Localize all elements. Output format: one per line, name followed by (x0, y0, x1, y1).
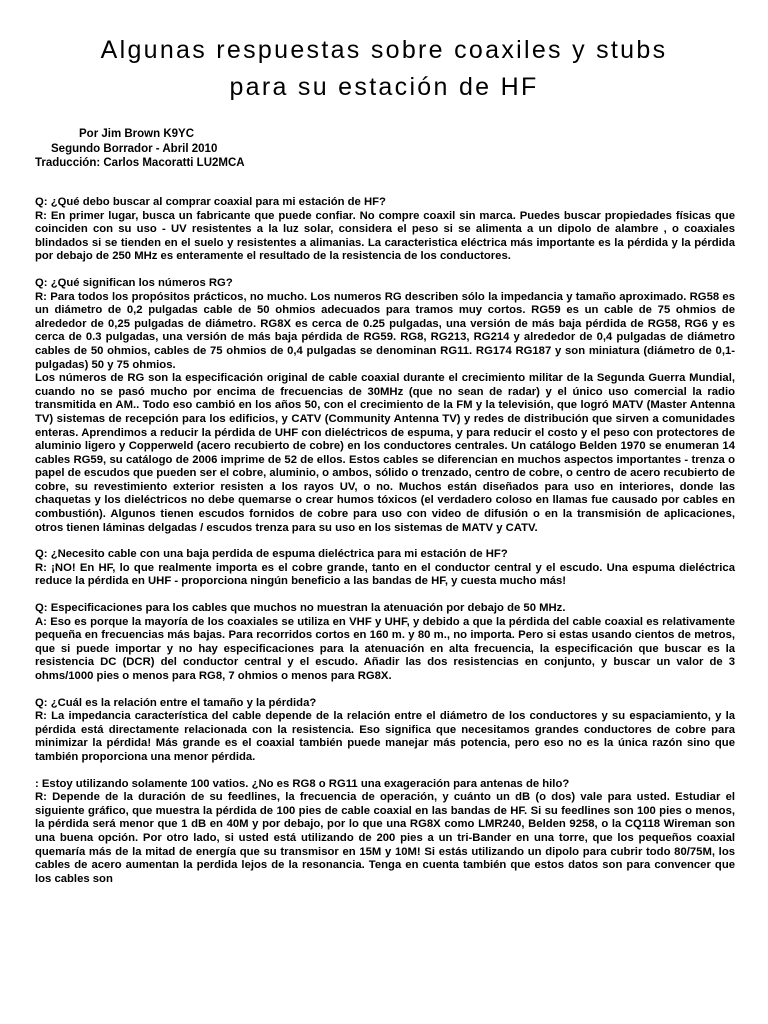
question-1: Q: ¿Qué debo buscar al comprar coaxial para mi estación de HF? (35, 196, 386, 208)
question-4: Q: Especificaciones para los cables que muchos no muestran la atenuación por debajo de 50 MHz. (35, 602, 566, 615)
document-body (35, 196, 735, 886)
title-line-2: para su estación de HF (229, 73, 539, 101)
byline-translation: Traducción: Carlos Macoratti LU2MCA (35, 157, 245, 169)
question-3: Q: ¿Necesito cable con una baja perdida de espuma dieléctrica para mi estación de HF? (35, 548, 508, 561)
question-6: : Estoy utilizando solamente 100 vatios. ¿No es RG8 o RG11 una exageración para antenas de hilo? (35, 777, 570, 790)
answer-2-extra: Los números de RG son la especificación original de cable coaxial durante el crecimiento militar de la Segunda Guerra Mundial, cuando no se pasó mucho por encima de frecuencias de 30MHz (que no sean de radar) y el único uso comercial la radio transmitida en AM.. Todo eso cambió en los años 50, con el crecimiento de la FM y la televisión, que logró MATV (Master Antenna TV) sistemas de recepción para los edificios, y CATV (Community Antenna TV) y redes de distribución que sirven a comunidades enteras. Aprendimos a reducir la pérdida de UHF con dieléctricos de espuma, y para reducir el costo y el peso con protectores de aluminio ligero y Copperweld (acero recubierto de cobre) en los conductores centrales. Un catálogo Belden 1970 se enumeran 14 cables RG59, su catálogo de 2006 imprime de 52 de ellos. Estos cables se diferencian en muchos aspectos importantes - trenza o papel de escudos que pueden ser el cobre, aluminio, o ambos, sólido o trenzado, centro de cobre, o centro de acero recubierto de cobre, su revestimiento exterior resisten a los rayos UV, o no. Muchos están diseñados para uso en interiores, donde las chaquetas y los dieléctricos no debe quemarse o crear humos tóxicos (el verdadero coloso en llamas fue causado por cables en combustión). Algunos tienen escudos fornidos de cobre para uso con video de difusión o en la transmisión de aplicaciones, otros tienen láminas delgadas / escudos trenza para su uso en los sistemas de MATV y CATV. (35, 372, 735, 534)
answer-1: R: En primer lugar, busca un fabricante que puede confiar. No compre coaxil sin marca. Puedes buscar propiedades físicas que coinciden con su uso - UV resistentes a la luz solar, considera el peso si se alimenta a un dipolo de alambre , o coaxiales blindados si se tienden en el suelo y resistentes a alimanias. La caracteristica eléctrica más importante es la pérdida y la pérdida por debajo de 250 MHz es enteramente el resultado de la resistencia de los conductores. (35, 209, 735, 263)
answer-6: R: Depende de la duración de su feedlines, la frecuencia de operación, y cuánto un dB (o dos) vale para usted. Estudiar el siguiente gráfico, que muestra la pérdida de 100 pies de cable coaxial en las bandas de HF. Si su feedlines son 100 pies o menos, la pérdida será menor que 1 dB en 40M y por debajo, por lo que una RG8X como LMR240, Belden 9258, o la CQ118 Wireman son una buena opción. Por otro lado, si usted está utilizando de 200 pies a un tri-Bander en una torre, que los pequeños coaxial quemaría más de la mitad de energía que su transmisor en 15M y 10M! Si estás utilizando un dipolo para cubrir todo 80/75M, los cables de acero aumentan la perdida lejos de la resonancia. Tenga en cuenta también que estos datos son para convencer que los cables son (35, 791, 735, 885)
answer-5: R: La impedancia característica del cable depende de la relación entre el diámetro de los conductores y su espaciamiento, y la pérdida está directamente relacionada con la resistencia. Eso significa que necesitamos grandes conductores de cobre para minimizar la pérdida! Más grande es el coaxial también puede manejar más potencia, pero eso no es la única razón sino que también proporciona una menor pérdida. (35, 710, 735, 763)
byline-draft: Segundo Borrador - Abril 2010 (51, 143, 218, 155)
question-5: Q: ¿Cuál es la relación entre el tamaño y la pérdida? (35, 696, 317, 709)
answer-2: R: Para todos los propósitos prácticos, no mucho. Los numeros RG describen sólo la impedancia y tamaño aproximado. RG58 es un diámetro de 0,2 pulgadas cable de 50 ohmios adecuados para tramos muy cortos. RG59 es un cable de 75 ohmios de alrededor de 0,25 pulgadas de diámetro. RG8X es cerca de 0.25 pulgadas, una versión de más baja pérdida de RG58, RG6 y es cerca de 0.3 pulgadas, una versión de más baja pérdida de RG59. RG8, RG213, RG214 y alrededor de 0,4 pulgadas de diámetro cables de 50 ohmios, cables de 75 ohmios de 0,4 pulgadas se denominan RG11. RG174 RG187 y son miniatura (diámetro de 0,1-pulgadas) 50 y 75 ohmios. (35, 290, 735, 371)
question-2: Q: ¿Qué significan los números RG? (35, 276, 233, 289)
title-line-1: Algunas respuestas sobre coaxiles y stubs (100, 36, 668, 64)
byline-author: Por Jim Brown K9YC (79, 128, 195, 140)
answer-4: A: Eso es porque la mayoría de los coaxiales se utiliza en VHF y UHF, y debido a que la pérdida del cable coaxial es relativamente pequeña en frecuencias más bajas. Para recorridos cortos en 160 m. y 80 m., no importa. Pero si estas usando cientos de metros, que si puede importar y no hay especificaciones para la atenuación en alta frecuencia, la especificación que buscar es la resistencia DC (DCR) del conductor central y el escudo. Añadir las dos resistencias en conjunto, y buscar un valor de 3 ohms/1000 pies o menos para RG8, 7 ohmios o menos para RG8X. (35, 615, 735, 682)
answer-3: R: ¡NO! En HF, lo que realmente importa es el cobre grande, tanto en el conductor central y el escudo. Una espuma dieléctrica reduce la pérdida en UHF - proporciona ningún beneficio a las bandas de HF, y cuesta mucho más! (35, 561, 735, 588)
